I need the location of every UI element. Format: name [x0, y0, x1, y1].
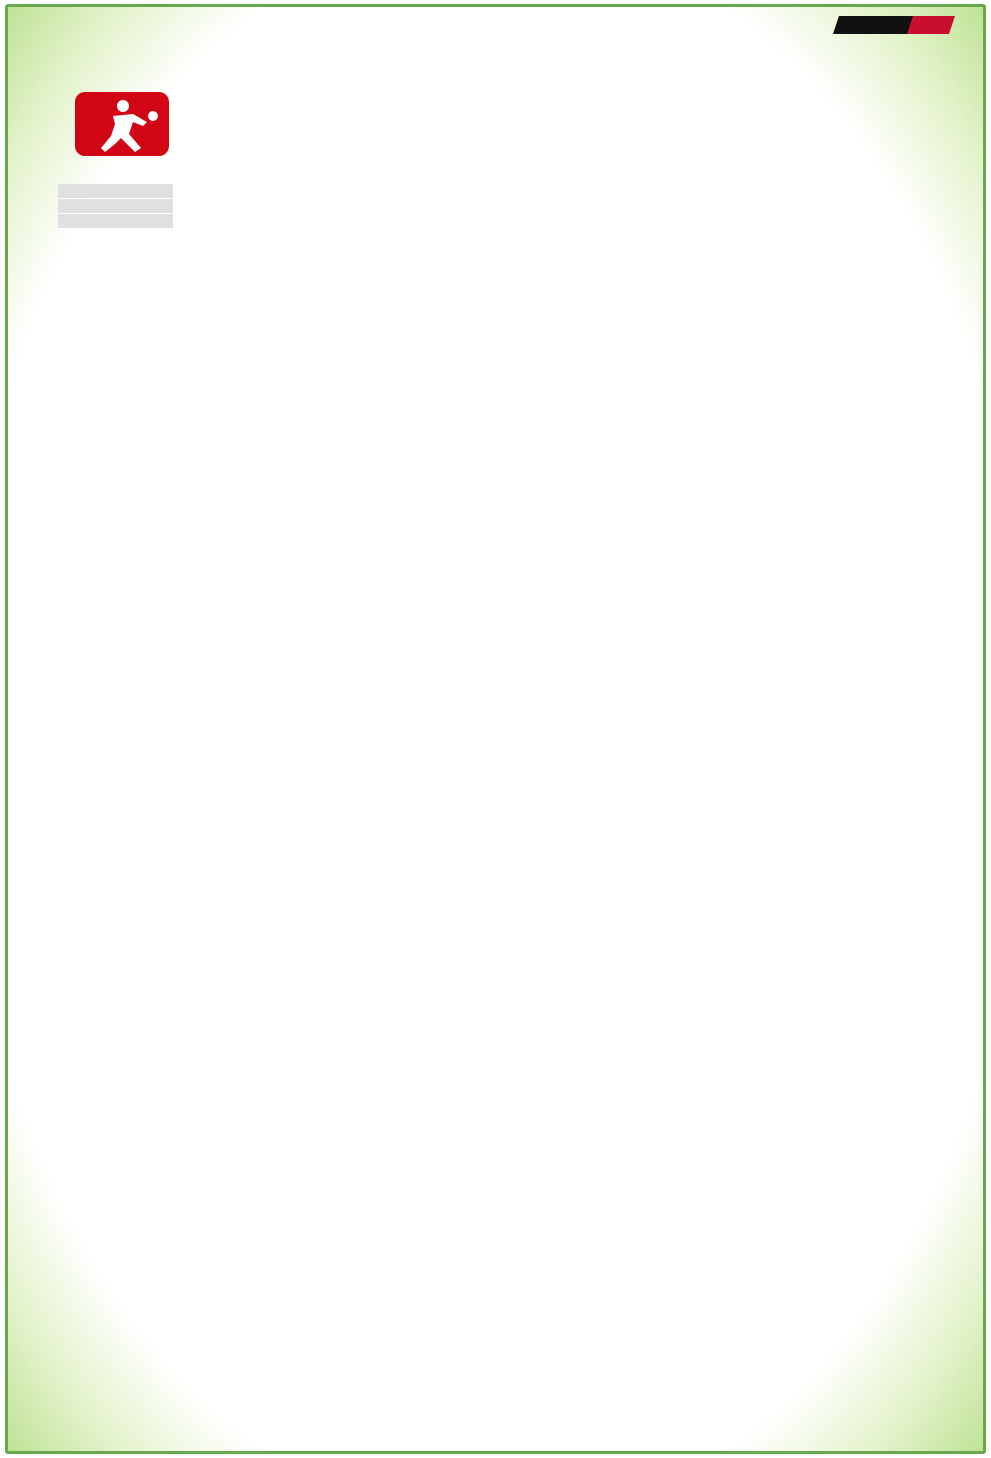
ariva-logo[interactable]: [833, 10, 955, 40]
stat-label-draw: [58, 199, 173, 213]
stat-label-home: [58, 184, 173, 198]
bundesliga-logo-icon: [75, 92, 169, 156]
stat-label-away: [58, 214, 173, 228]
bundesliga-logo: [72, 92, 172, 184]
